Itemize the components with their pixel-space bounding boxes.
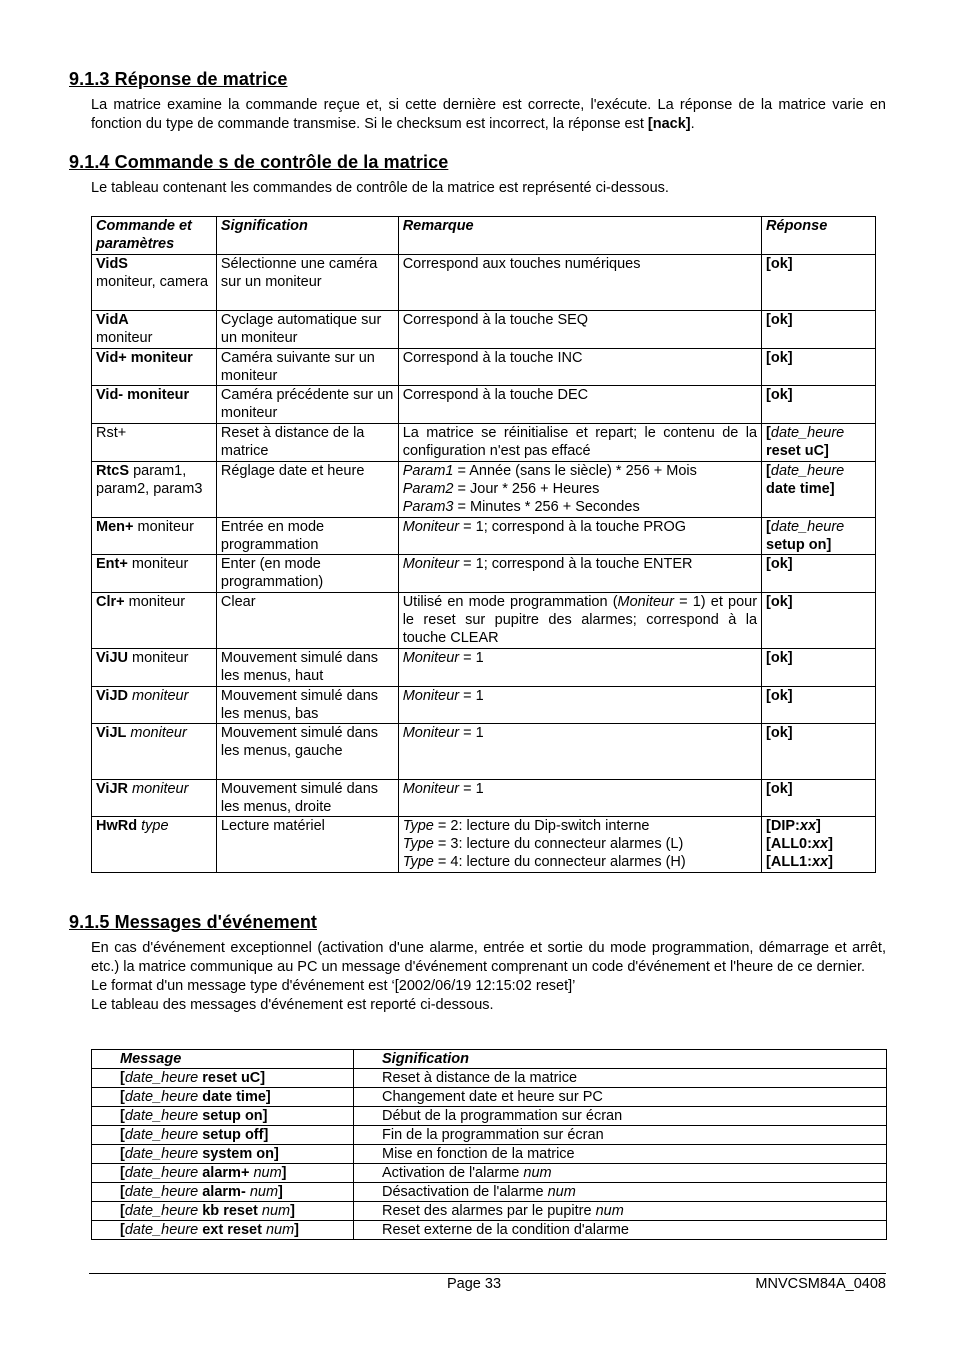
cmd-cell-remarque: Correspond à la touche SEQ (398, 311, 761, 349)
msg-num-var: num (261, 1203, 291, 1219)
msg-table-row (92, 1202, 887, 1221)
cmd-header-remarque: Remarque (398, 217, 761, 255)
msg-table-row (92, 1164, 887, 1183)
cmd-cell-reponse (762, 518, 876, 555)
msg-bracket: [ (120, 1165, 125, 1181)
reponse-bracket: [ (766, 463, 771, 479)
reponse-var: xx (811, 854, 829, 870)
msg-close-bracket: ] (290, 1203, 295, 1219)
reponse-bold: setup on] (766, 537, 832, 553)
remarque-text: Utilisé en mode programmation ( (402, 594, 618, 610)
cmd-table-row (92, 780, 876, 817)
reponse-bold (766, 836, 833, 852)
msg-keyword: ext reset (198, 1222, 266, 1238)
cmd-name: HwRd (96, 818, 138, 834)
reponse-prefix: [ALL0: (766, 836, 812, 852)
msg-signification-var: num (595, 1203, 624, 1219)
msg-cell-message (92, 1202, 354, 1221)
msg-cell-message (92, 1069, 354, 1088)
cmd-cell-command (92, 462, 217, 518)
msg-cell-message (92, 1183, 354, 1202)
reponse-bracket: [ (766, 425, 771, 441)
reponse-value: [ok] (766, 350, 793, 366)
msg-cell-signification (354, 1202, 887, 1221)
msg-signification-var: num (547, 1184, 576, 1200)
msg-close-bracket: ] (278, 1184, 283, 1200)
msg-signification-text: Fin de la programmation sur écran (382, 1127, 604, 1143)
cmd-params: moniteur (127, 650, 189, 666)
cmd-cell-command (92, 518, 217, 555)
msg-keyword: reset uC] (198, 1070, 266, 1086)
reponse-var: date_heure (770, 519, 845, 535)
cmd-cell-remarque (398, 724, 761, 780)
cmd-table-row (92, 593, 876, 649)
msg-date-var: date_heure (124, 1127, 199, 1143)
section-914-paragraph: Le tableau contenant les commandes de contrôle de la matrice est représenté ci-dessous. (91, 180, 669, 196)
remarque-param: Type (402, 818, 434, 834)
msg-bracket: [ (120, 1108, 125, 1124)
msg-cell-message (92, 1221, 354, 1240)
cmd-cell-signification: Caméra précédente sur un moniteur (216, 386, 398, 424)
cmd-name: ViJD (96, 688, 128, 704)
remarque-param: Moniteur (402, 725, 460, 741)
msg-signification-text: Début de la programmation sur écran (382, 1108, 623, 1124)
msg-close-bracket: ] (281, 1165, 287, 1181)
cmd-cell-signification: Entrée en mode programmation (216, 518, 398, 555)
cmd-name: Vid+ moniteur (96, 350, 193, 366)
cmd-cell-signification: Mouvement simulé dans les menus, droite (216, 780, 398, 817)
remarque-line (403, 835, 757, 853)
reponse-prefix: [DIP: (766, 818, 800, 834)
remarque-param: Moniteur (402, 650, 460, 666)
cmd-cell-reponse (762, 817, 876, 873)
cmd-cell-command (92, 780, 217, 817)
msg-cell-signification (354, 1164, 887, 1183)
msg-table-row (92, 1145, 887, 1164)
msg-keyword: setup off] (198, 1127, 269, 1143)
cmd-cell-command (92, 424, 217, 462)
cmd-cell-signification: Lecture matériel (216, 817, 398, 873)
cmd-cell-command (92, 593, 217, 649)
msg-signification-text: Changement date et heure sur PC (382, 1089, 603, 1105)
cmd-params: moniteur (96, 330, 153, 346)
remarque-text: = 1 (459, 781, 484, 797)
msg-close-bracket: ] (294, 1222, 299, 1238)
msg-date-var: date_heure (124, 1108, 199, 1124)
remarque-param: Moniteur (402, 519, 460, 535)
footer-divider (89, 1273, 886, 1274)
reponse-line (766, 835, 871, 853)
cmd-table-row (92, 255, 876, 311)
msg-cell-signification (354, 1088, 887, 1107)
msg-signification-var: num (523, 1165, 552, 1181)
cmd-params-italic: moniteur (127, 781, 189, 797)
msg-keyword: kb reset (198, 1203, 262, 1219)
cmd-cell-command (92, 687, 217, 724)
remarque-text: = 1 (459, 725, 484, 741)
cmd-table-row (92, 424, 876, 462)
cmd-cell-remarque (398, 518, 761, 555)
msg-table-row (92, 1183, 887, 1202)
reponse-line (766, 424, 871, 442)
reponse-line (766, 536, 871, 554)
remarque-text: = Année (sans le siècle) * 256 + Mois (453, 463, 697, 479)
msg-table-row (92, 1126, 887, 1145)
cmd-cell-signification: Enter (en mode programmation) (216, 555, 398, 593)
cmd-name: ViJL (96, 725, 127, 741)
msg-header-signification: Signification (354, 1050, 887, 1069)
cmd-cell-remarque: Correspond à la touche DEC (398, 386, 761, 424)
cmd-name: VidS (96, 256, 128, 272)
cmd-cell-signification: Clear (216, 593, 398, 649)
remarque-line (403, 853, 757, 871)
cmd-cell-remarque (398, 555, 761, 593)
reponse-bold (766, 818, 821, 834)
cmd-table-row (92, 311, 876, 349)
remarque-param: Param2 (402, 481, 454, 497)
cmd-params: moniteur (127, 556, 189, 572)
section-915-para1: En cas d'événement exceptionnel (activation d'une alarme, entrée et sortie du mode programmation, démarrage et arrêt, etc.) la matrice communique au PC un message d'événement comprenant un code d'événement et l'heure de ce dernier. (91, 940, 886, 975)
reponse-var: date_heure (770, 463, 845, 479)
msg-keyword: alarm+ (198, 1165, 254, 1181)
reponse-bracket: [ (766, 519, 771, 535)
section-915-title: 9.1.5 Messages d'événement (69, 912, 318, 932)
remarque-text: = Jour * 256 + Heures (453, 481, 600, 497)
remarque-param: Moniteur (402, 781, 460, 797)
reponse-line (766, 518, 871, 536)
cmd-table-row (92, 724, 876, 780)
msg-bracket: [ (120, 1146, 125, 1162)
cmd-cell-reponse (762, 349, 876, 386)
remarque-text: = 1 (459, 650, 484, 666)
msg-date-var: date_heure (124, 1070, 199, 1086)
cmd-cell-remarque: Correspond aux touches numériques (398, 255, 761, 311)
remarque-param: Param3 (402, 499, 454, 515)
reponse-var: date_heure (770, 425, 845, 441)
cmd-name: ViJU (96, 650, 128, 666)
cmd-params-italic: moniteur (127, 688, 189, 704)
cmd-table-row (92, 462, 876, 518)
reponse-line (766, 480, 871, 498)
reponse-line (766, 462, 871, 480)
cmd-cell-remarque: La matrice se réinitialise et repart; le contenu de la configuration n'est pas effacé (398, 424, 761, 462)
event-message-table (91, 1049, 887, 1240)
cmd-cell-signification: Réglage date et heure (216, 462, 398, 518)
reponse-suffix: ] (816, 818, 821, 834)
cmd-header-reponse: Réponse (762, 217, 876, 255)
cmd-cell-reponse (762, 424, 876, 462)
msg-date-var: date_heure (124, 1089, 199, 1105)
reponse-value: [ok] (766, 594, 793, 610)
cmd-table-row (92, 518, 876, 555)
msg-bracket: [ (120, 1127, 125, 1143)
remarque-param: Type (402, 854, 434, 870)
remarque-param: Moniteur (617, 594, 674, 610)
remarque-line (403, 462, 757, 480)
reponse-suffix: ] (828, 854, 833, 870)
cmd-name: VidA (96, 312, 129, 328)
cmd-table-row (92, 817, 876, 873)
cmd-cell-command (92, 555, 217, 593)
cmd-params: moniteur (124, 594, 186, 610)
remarque-text: = 2: lecture du Dip-switch interne (433, 818, 650, 834)
cmd-cell-remarque (398, 780, 761, 817)
reponse-bold: date time] (766, 481, 835, 497)
cmd-params-italic: type (137, 818, 169, 834)
cmd-cell-command (92, 311, 217, 349)
msg-table-row (92, 1107, 887, 1126)
cmd-cell-reponse (762, 311, 876, 349)
cmd-cell-reponse (762, 555, 876, 593)
msg-date-var: date_heure (124, 1203, 199, 1219)
msg-bracket: [ (120, 1203, 125, 1219)
msg-signification-text: Désactivation de l'alarme (382, 1184, 548, 1200)
msg-keyword: setup on] (198, 1108, 268, 1124)
cmd-cell-remarque: Correspond à la touche INC (398, 349, 761, 386)
reponse-value: [ok] (766, 387, 793, 403)
reponse-suffix: ] (828, 836, 833, 852)
remarque-param: Moniteur (402, 688, 460, 704)
reponse-line (766, 853, 871, 871)
remarque-line (403, 498, 757, 516)
msg-cell-message (92, 1126, 354, 1145)
section-913-title: 9.1.3 Réponse de matrice (69, 69, 288, 89)
cmd-cell-reponse (762, 780, 876, 817)
msg-header-message: Message (92, 1050, 354, 1069)
cmd-cell-reponse (762, 687, 876, 724)
cmd-cell-signification: Mouvement simulé dans les menus, gauche (216, 724, 398, 780)
reponse-value: [ok] (766, 781, 793, 797)
cmd-header-signification: Signification (216, 217, 398, 255)
reponse-bold (766, 854, 833, 870)
cmd-name: RtcS (96, 463, 130, 479)
cmd-cell-command (92, 649, 217, 687)
msg-cell-message (92, 1145, 354, 1164)
msg-cell-signification (354, 1069, 887, 1088)
remarque-param: Param1 (402, 463, 454, 479)
msg-cell-message (92, 1107, 354, 1126)
cmd-cell-reponse (762, 593, 876, 649)
msg-cell-signification (354, 1183, 887, 1202)
footer-page-number: Page 33 (447, 1276, 502, 1292)
msg-date-var: date_heure (124, 1146, 199, 1162)
reponse-line (766, 817, 871, 835)
remarque-line (403, 480, 757, 498)
cmd-cell-reponse (762, 724, 876, 780)
msg-cell-signification (354, 1221, 887, 1240)
msg-cell-message (92, 1088, 354, 1107)
msg-bracket: [ (120, 1089, 125, 1105)
msg-date-var: date_heure (124, 1184, 199, 1200)
reponse-value: [ok] (766, 725, 793, 741)
cmd-name: Vid- moniteur (96, 387, 190, 403)
msg-bracket: [ (120, 1184, 125, 1200)
cmd-cell-command (92, 349, 217, 386)
cmd-table-row (92, 687, 876, 724)
msg-table-row (92, 1088, 887, 1107)
reponse-bold: reset uC] (766, 443, 829, 459)
cmd-params-italic: moniteur (126, 725, 187, 741)
msg-cell-signification (354, 1145, 887, 1164)
reponse-line (766, 442, 871, 460)
cmd-cell-reponse (762, 255, 876, 311)
footer-document-code: MNVCSM84A_0408 (755, 1276, 886, 1292)
command-table (91, 216, 876, 873)
section-915-paragraph (91, 939, 886, 1015)
cmd-cell-command (92, 386, 217, 424)
cmd-table-row (92, 349, 876, 386)
cmd-table-row (92, 649, 876, 687)
msg-keyword: date time] (198, 1089, 271, 1105)
cmd-cell-reponse (762, 386, 876, 424)
cmd-cell-remarque (398, 817, 761, 873)
remarque-text: = 3: lecture du connecteur alarmes (L) (433, 836, 684, 852)
remarque-text: = 1; correspond à la touche ENTER (459, 556, 693, 572)
reponse-value: [ok] (766, 650, 793, 666)
reponse-value: [ok] (766, 556, 793, 572)
reponse-value: [ok] (766, 312, 793, 328)
msg-num-var: num (249, 1184, 279, 1200)
section-915-para2: Le format d'un message type d'événement est ‘[2002/06/19 12:15:02 reset]’ (91, 978, 576, 994)
remarque-text: = 4: lecture du connecteur alarmes (H) (433, 854, 686, 870)
cmd-name: ViJR (96, 781, 128, 797)
cmd-cell-remarque (398, 687, 761, 724)
cmd-cell-signification: Mouvement simulé dans les menus, haut (216, 649, 398, 687)
remarque-param: Moniteur (402, 556, 460, 572)
remarque-text: = 1 (459, 688, 484, 704)
cmd-cell-reponse (762, 462, 876, 518)
reponse-var: xx (811, 836, 829, 852)
cmd-cell-command (92, 817, 217, 873)
msg-signification-text: Reset externe de la condition d'alarme (382, 1222, 629, 1238)
cmd-header-command: Commande et paramètres (92, 217, 217, 255)
cmd-cell-command (92, 724, 217, 780)
cmd-cell-remarque (398, 593, 761, 649)
msg-date-var: date_heure (124, 1222, 199, 1238)
reponse-value: [ok] (766, 688, 793, 704)
cmd-cell-signification: Caméra suivante sur un moniteur (216, 349, 398, 386)
msg-signification-text: Mise en fonction de la matrice (382, 1146, 575, 1162)
remarque-param: Type (402, 836, 434, 852)
msg-num-var: num (265, 1222, 295, 1238)
section-913-paragraph: La matrice examine la commande reçue et, si cette dernière est correcte, l'exécute. La réponse de la matrice varie en fonction du type de commande transmise. Si le checksum est incorrect, la réponse est [nack]. (91, 97, 886, 132)
cmd-cell-signification: Reset à distance de la matrice (216, 424, 398, 462)
msg-cell-message (92, 1164, 354, 1183)
msg-signification-text: Reset à distance de la matrice (382, 1070, 578, 1086)
cmd-cell-reponse (762, 649, 876, 687)
msg-keyword: alarm- (198, 1184, 250, 1200)
reponse-value: [ok] (766, 256, 793, 272)
msg-signification-text: Reset des alarmes par le pupitre (382, 1203, 596, 1219)
cmd-cell-signification: Mouvement simulé dans les menus, bas (216, 687, 398, 724)
msg-num-var: num (253, 1165, 282, 1181)
cmd-name: Clr+ (96, 594, 125, 610)
msg-signification-text: Activation de l'alarme (382, 1165, 524, 1181)
cmd-name: Men+ (96, 519, 134, 535)
cmd-params: param1, param2, param3 (96, 463, 203, 497)
cmd-params: moniteur, camera (96, 274, 209, 290)
cmd-table-row (92, 555, 876, 593)
cmd-cell-signification: Cyclage automatique sur un moniteur (216, 311, 398, 349)
remarque-line (403, 817, 757, 835)
msg-cell-signification (354, 1107, 887, 1126)
cmd-params: moniteur (133, 519, 194, 535)
section-914-title: 9.1.4 Commande s de contrôle de la matrice (69, 152, 449, 172)
cmd-params: Rst+ (96, 425, 127, 441)
cmd-cell-remarque (398, 462, 761, 518)
remarque-text: = 1) et pour le reset sur pupitre des alarmes; correspond à la touche CLEAR (402, 594, 758, 646)
msg-table-row (92, 1069, 887, 1088)
msg-cell-signification (354, 1126, 887, 1145)
msg-bracket: [ (120, 1222, 125, 1238)
cmd-cell-signification: Sélectionne une caméra sur un moniteur (216, 255, 398, 311)
reponse-prefix: [ALL1: (766, 854, 812, 870)
msg-keyword: system on] (198, 1146, 279, 1162)
remarque-text: = Minutes * 256 + Secondes (453, 499, 640, 515)
cmd-cell-command (92, 255, 217, 311)
msg-date-var: date_heure (124, 1165, 199, 1181)
cmd-name: Ent+ (96, 556, 128, 572)
cmd-table-row (92, 386, 876, 424)
section-915-para3: Le tableau des messages d'événement est reporté ci-dessous. (91, 997, 494, 1013)
msg-table-row (92, 1221, 887, 1240)
reponse-var: xx (799, 818, 817, 834)
cmd-cell-remarque (398, 649, 761, 687)
remarque-text: = 1; correspond à la touche PROG (459, 519, 687, 535)
msg-bracket: [ (120, 1070, 125, 1086)
